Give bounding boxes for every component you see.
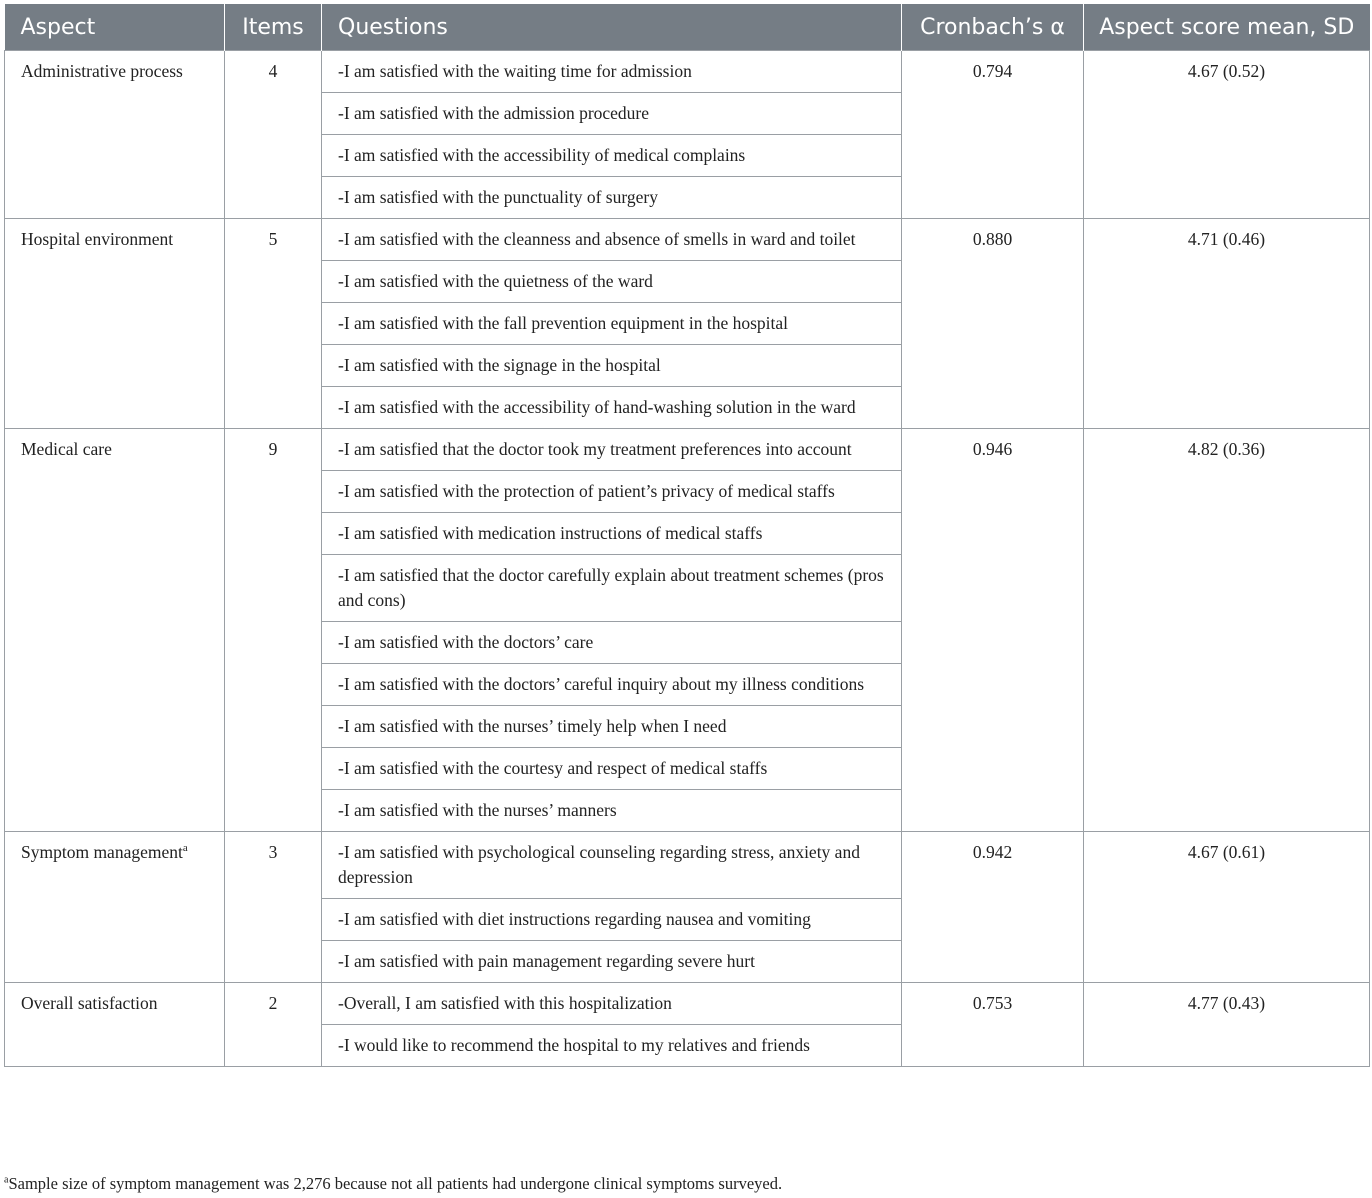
question-cell: -I am satisfied with the accessibility of medical complains bbox=[322, 135, 902, 177]
aspect-cell bbox=[5, 429, 225, 832]
table-row bbox=[5, 51, 1370, 93]
table-body bbox=[5, 51, 1370, 1067]
items-count-cell: 2 bbox=[225, 983, 322, 1067]
aspect-score-cell: 4.77 (0.43) bbox=[1084, 983, 1370, 1067]
question-cell: -I am satisfied with pain management regarding severe hurt bbox=[322, 941, 902, 983]
aspect-footnote-marker: a bbox=[182, 842, 188, 855]
question-cell: -I am satisfied with the accessibility of hand-washing solution in the ward bbox=[322, 387, 902, 429]
question-cell: -Overall, I am satisfied with this hospitalization bbox=[322, 983, 902, 1025]
aspect-label: Medical care bbox=[21, 439, 112, 459]
header-cronbach-alpha: Cronbach’s α bbox=[902, 4, 1084, 51]
question-cell: -I am satisfied with diet instructions regarding nausea and vomiting bbox=[322, 899, 902, 941]
items-count-cell: 4 bbox=[225, 51, 322, 219]
table-row bbox=[5, 219, 1370, 261]
question-cell: -I am satisfied with the fall prevention equipment in the hospital bbox=[322, 303, 902, 345]
footnote-text: Sample size of symptom management was 2,276 because not all patients had undergone clinical symptoms surveyed. bbox=[8, 1174, 783, 1193]
aspect-label: Symptom management bbox=[21, 842, 183, 862]
cronbach-alpha-cell: 0.880 bbox=[902, 219, 1084, 429]
question-cell: -I am satisfied that the doctor carefully explain about treatment schemes (pros and cons) bbox=[322, 555, 902, 622]
cronbach-alpha-cell: 0.794 bbox=[902, 51, 1084, 219]
header-questions: Questions bbox=[322, 4, 902, 51]
header-aspect-score: Aspect score mean, SD bbox=[1084, 4, 1370, 51]
table-row bbox=[5, 429, 1370, 471]
question-cell: -I am satisfied with psychological counseling regarding stress, anxiety and depression bbox=[322, 832, 902, 899]
question-cell: -I am satisfied with the doctors’ care bbox=[322, 622, 902, 664]
question-cell: -I am satisfied with the admission procedure bbox=[322, 93, 902, 135]
cronbach-alpha-cell: 0.942 bbox=[902, 832, 1084, 983]
aspect-label: Overall satisfaction bbox=[21, 993, 158, 1013]
footnote-marker: a bbox=[4, 1174, 9, 1186]
satisfaction-table bbox=[4, 4, 1370, 1067]
question-cell: -I am satisfied that the doctor took my treatment preferences into account bbox=[322, 429, 902, 471]
question-cell: -I am satisfied with the punctuality of surgery bbox=[322, 177, 902, 219]
cronbach-alpha-cell: 0.946 bbox=[902, 429, 1084, 832]
question-cell: -I am satisfied with the signage in the hospital bbox=[322, 345, 902, 387]
items-count-cell: 9 bbox=[225, 429, 322, 832]
table-row bbox=[5, 983, 1370, 1025]
aspect-score-cell: 4.67 (0.61) bbox=[1084, 832, 1370, 983]
question-cell: -I am satisfied with medication instructions of medical staffs bbox=[322, 513, 902, 555]
header-items: Items bbox=[225, 4, 322, 51]
question-cell: -I am satisfied with the cleanness and absence of smells in ward and toilet bbox=[322, 219, 902, 261]
table-footnote bbox=[4, 1174, 782, 1194]
header-aspect: Aspect bbox=[5, 4, 225, 51]
aspect-score-cell: 4.67 (0.52) bbox=[1084, 51, 1370, 219]
table-row bbox=[5, 832, 1370, 899]
question-cell: -I am satisfied with the nurses’ timely help when I need bbox=[322, 706, 902, 748]
items-count-cell: 3 bbox=[225, 832, 322, 983]
aspect-cell bbox=[5, 219, 225, 429]
aspect-score-cell: 4.82 (0.36) bbox=[1084, 429, 1370, 832]
question-cell: -I am satisfied with the quietness of the ward bbox=[322, 261, 902, 303]
aspect-cell bbox=[5, 51, 225, 219]
question-cell: -I would like to recommend the hospital to my relatives and friends bbox=[322, 1025, 902, 1067]
question-cell: -I am satisfied with the doctors’ careful inquiry about my illness conditions bbox=[322, 664, 902, 706]
question-cell: -I am satisfied with the waiting time for admission bbox=[322, 51, 902, 93]
aspect-label: Hospital environment bbox=[21, 229, 174, 249]
cronbach-alpha-cell: 0.753 bbox=[902, 983, 1084, 1067]
items-count-cell: 5 bbox=[225, 219, 322, 429]
question-cell: -I am satisfied with the nurses’ manners bbox=[322, 790, 902, 832]
aspect-cell bbox=[5, 832, 225, 983]
table-header bbox=[5, 4, 1370, 51]
aspect-label: Administrative process bbox=[21, 61, 183, 81]
question-cell: -I am satisfied with the courtesy and respect of medical staffs bbox=[322, 748, 902, 790]
question-cell: -I am satisfied with the protection of patient’s privacy of medical staffs bbox=[322, 471, 902, 513]
aspect-cell bbox=[5, 983, 225, 1067]
aspect-score-cell: 4.71 (0.46) bbox=[1084, 219, 1370, 429]
header-row bbox=[5, 4, 1370, 51]
